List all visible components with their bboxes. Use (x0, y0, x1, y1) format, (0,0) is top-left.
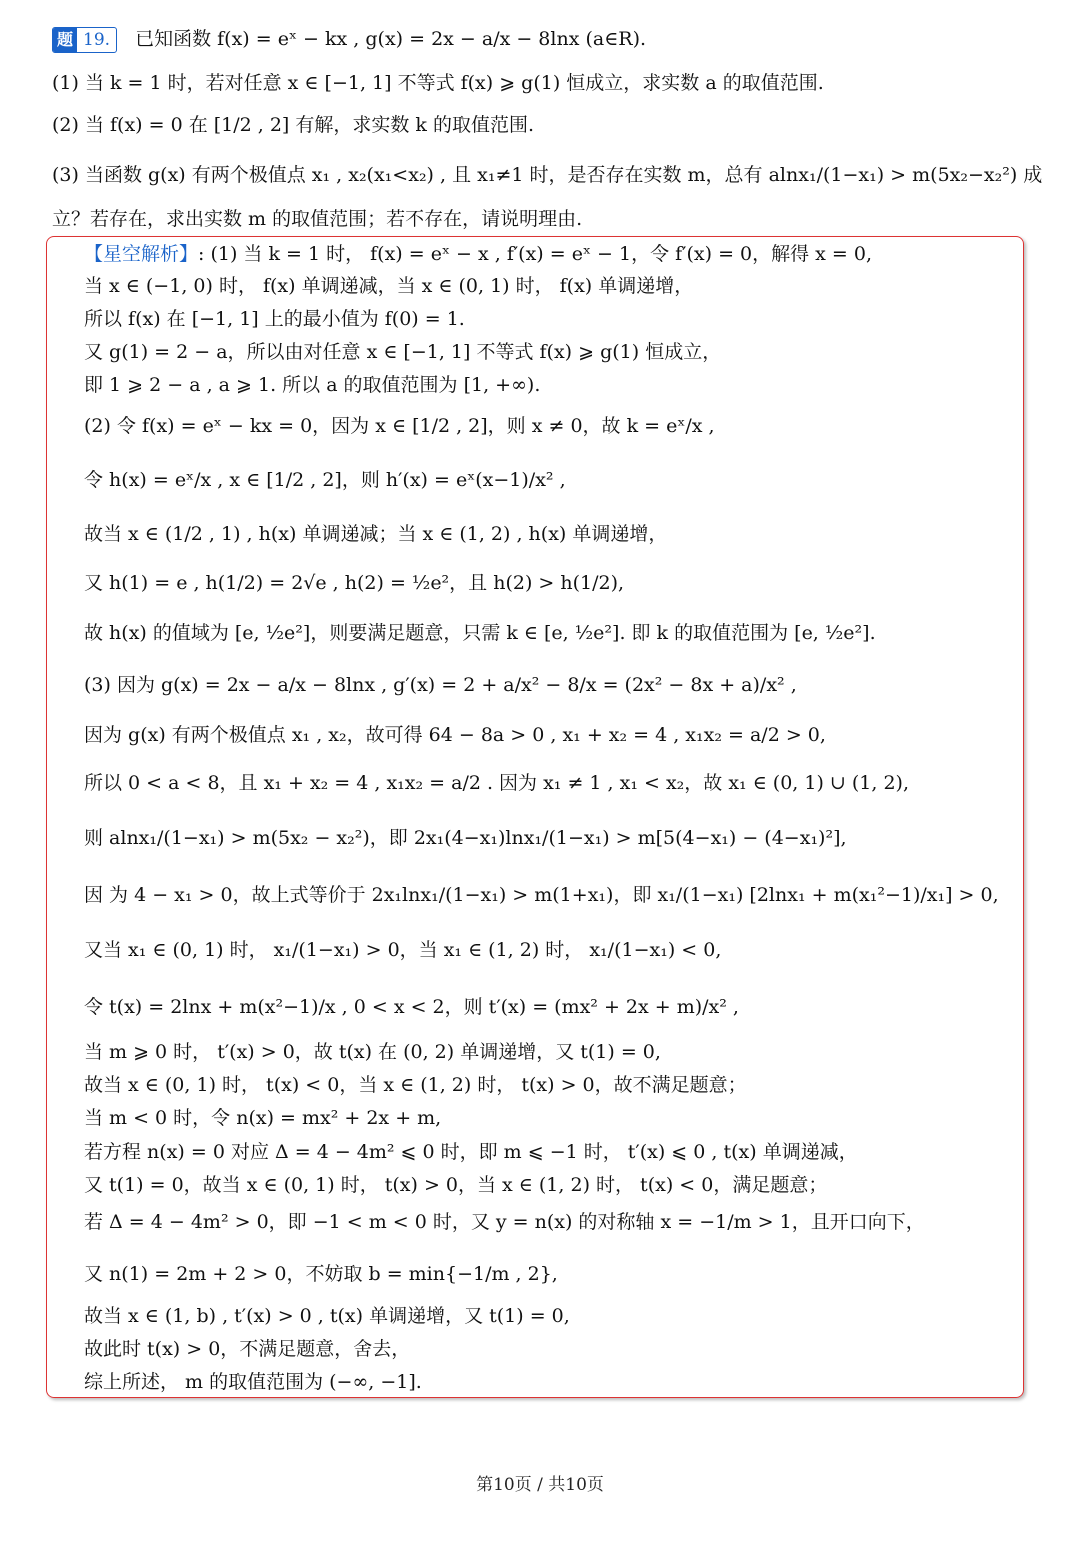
question-part-3a: (3) 当函数 g(x) 有两个极值点 x₁ , x₂(x₁<x₂) , 且 x₁≠1 时，是否存在实数 m，总有 alnx₁/(1−x₁) > m(5x₂−x₂²) 成 (52, 164, 1043, 186)
solution-line: (2) 令 f(x) = eˣ − kx = 0，因为 x ∈ [1/2 , 2]，则 x ≠ 0，故 k = eˣ/x , (84, 415, 715, 437)
solution-line: 因 为 4 − x₁ > 0，故上式等价于 2x₁lnx₁/(1−x₁) > m(1+x₁)，即 x₁/(1−x₁) [2lnx₁ + m(x₁²−1)/x₁] > 0, (84, 884, 999, 906)
question-part-2: (2) 当 f(x) = 0 在 [1/2 , 2] 有解，求实数 k 的取值范围. (52, 114, 535, 136)
solution-line: 令 h(x) = eˣ/x , x ∈ [1/2 , 2]，则 h′(x) = eˣ(x−1)/x² , (84, 469, 566, 491)
question-part-3b: 立？若存在，求出实数 m 的取值范围；若不存在，请说明理由. (52, 208, 583, 230)
question-part-1: (1) 当 k = 1 时，若对任意 x ∈ [−1, 1] 不等式 f(x) ⩾ g(1) 恒成立，求实数 a 的取值范围. (52, 72, 824, 94)
solution-line: 故此时 t(x) > 0，不满足题意，舍去， (84, 1338, 411, 1360)
solution-line-text: : (1) 当 k = 1 时， f(x) = eˣ − x , f′(x) = eˣ − 1，令 f′(x) = 0，解得 x = 0, (198, 243, 872, 265)
solution-line: 又 g(1) = 2 − a，所以由对任意 x ∈ [−1, 1] 不等式 f(x) ⩾ g(1) 恒成立， (84, 341, 722, 363)
question-tag: 题 (53, 28, 77, 52)
solution-line: 当 x ∈ (−1, 0) 时， f(x) 单调递减，当 x ∈ (0, 1) 时， f(x) 单调递增， (84, 275, 694, 297)
solution-line: 若 Δ = 4 − 4m² > 0，即 −1 < m < 0 时，又 y = n(x) 的对称轴 x = −1/m > 1，且开口向下， (84, 1211, 925, 1233)
question-number: 19. (83, 30, 111, 50)
solution-line: 所以 f(x) 在 [−1, 1] 上的最小值为 f(0) = 1. (84, 308, 465, 330)
solution-line: 则 alnx₁/(1−x₁) > m(5x₂ − x₂²)，即 2x₁(4−x₁)lnx₁/(1−x₁) > m[5(4−x₁) − (4−x₁)²], (84, 827, 847, 849)
solution-line: 因为 g(x) 有两个极值点 x₁ , x₂，故可得 64 − 8a > 0 , x₁ + x₂ = 4 , x₁x₂ = a/2 > 0, (84, 724, 826, 746)
solution-line: 故当 x ∈ (1, b) , t′(x) > 0 , t(x) 单调递增，又 t(1) = 0, (84, 1305, 570, 1327)
solution-line: 又 t(1) = 0，故当 x ∈ (0, 1) 时， t(x) > 0，当 x ∈ (1, 2) 时， t(x) < 0，满足题意； (84, 1174, 828, 1196)
solution-header: 【星空解析】 (84, 243, 199, 265)
question-number-badge (52, 27, 117, 53)
solution-line: 又 n(1) = 2m + 2 > 0，不妨取 b = min{−1/m , 2}, (84, 1263, 558, 1285)
page-footer: 第10页 / 共10页 (476, 1475, 604, 1495)
solution-line: 故当 x ∈ (1/2 , 1) , h(x) 单调递减；当 x ∈ (1, 2) , h(x) 单调递增， (84, 523, 668, 545)
solution-line: 又 h(1) = e , h(1/2) = 2√e , h(2) = ½e²，且 h(2) > h(1/2), (84, 572, 625, 594)
solution-line: 当 m ⩾ 0 时， t′(x) > 0，故 t(x) 在 (0, 2) 单调递增，又 t(1) = 0, (84, 1041, 661, 1063)
solution-line: 综上所述， m 的取值范围为 (−∞, −1]. (84, 1371, 422, 1393)
question-stem-line (52, 26, 646, 53)
solution-line: 故当 x ∈ (0, 1) 时， t(x) < 0，当 x ∈ (1, 2) 时， t(x) > 0，故不满足题意； (84, 1074, 747, 1096)
solution-line: 令 t(x) = 2lnx + m(x²−1)/x , 0 < x < 2，则 t′(x) = (mx² + 2x + m)/x² , (84, 996, 739, 1018)
solution-line: 即 1 ⩾ 2 − a , a ⩾ 1. 所以 a 的取值范围为 [1, +∞). (84, 374, 541, 396)
solution-line: 故 h(x) 的值域为 [e, ½e²]，则要满足题意，只需 k ∈ [e, ½e²]. 即 k 的取值范围为 [e, ½e²]. (84, 622, 876, 644)
solution-line: 又当 x₁ ∈ (0, 1) 时， x₁/(1−x₁) > 0，当 x₁ ∈ (1, 2) 时， x₁/(1−x₁) < 0, (84, 939, 722, 961)
question-stem: 已知函数 f(x) = eˣ − kx , g(x) = 2x − a/x − 8lnx (a∈R). (135, 28, 647, 50)
solution-line: (3) 因为 g(x) = 2x − a/x − 8lnx , g′(x) = 2 + a/x² − 8/x = (2x² − 8x + a)/x² , (84, 674, 797, 696)
solution-line (84, 242, 872, 266)
solution-line: 当 m < 0 时，令 n(x) = mx² + 2x + m, (84, 1107, 442, 1129)
solution-line: 若方程 n(x) = 0 对应 Δ = 4 − 4m² ⩽ 0 时，即 m ⩽ −1 时， t′(x) ⩽ 0 , t(x) 单调递减， (84, 1141, 858, 1163)
solution-line: 所以 0 < a < 8，且 x₁ + x₂ = 4 , x₁x₂ = a/2 . 因为 x₁ ≠ 1 , x₁ < x₂，故 x₁ ∈ (0, 1) ∪ (1, 2), (84, 772, 910, 794)
